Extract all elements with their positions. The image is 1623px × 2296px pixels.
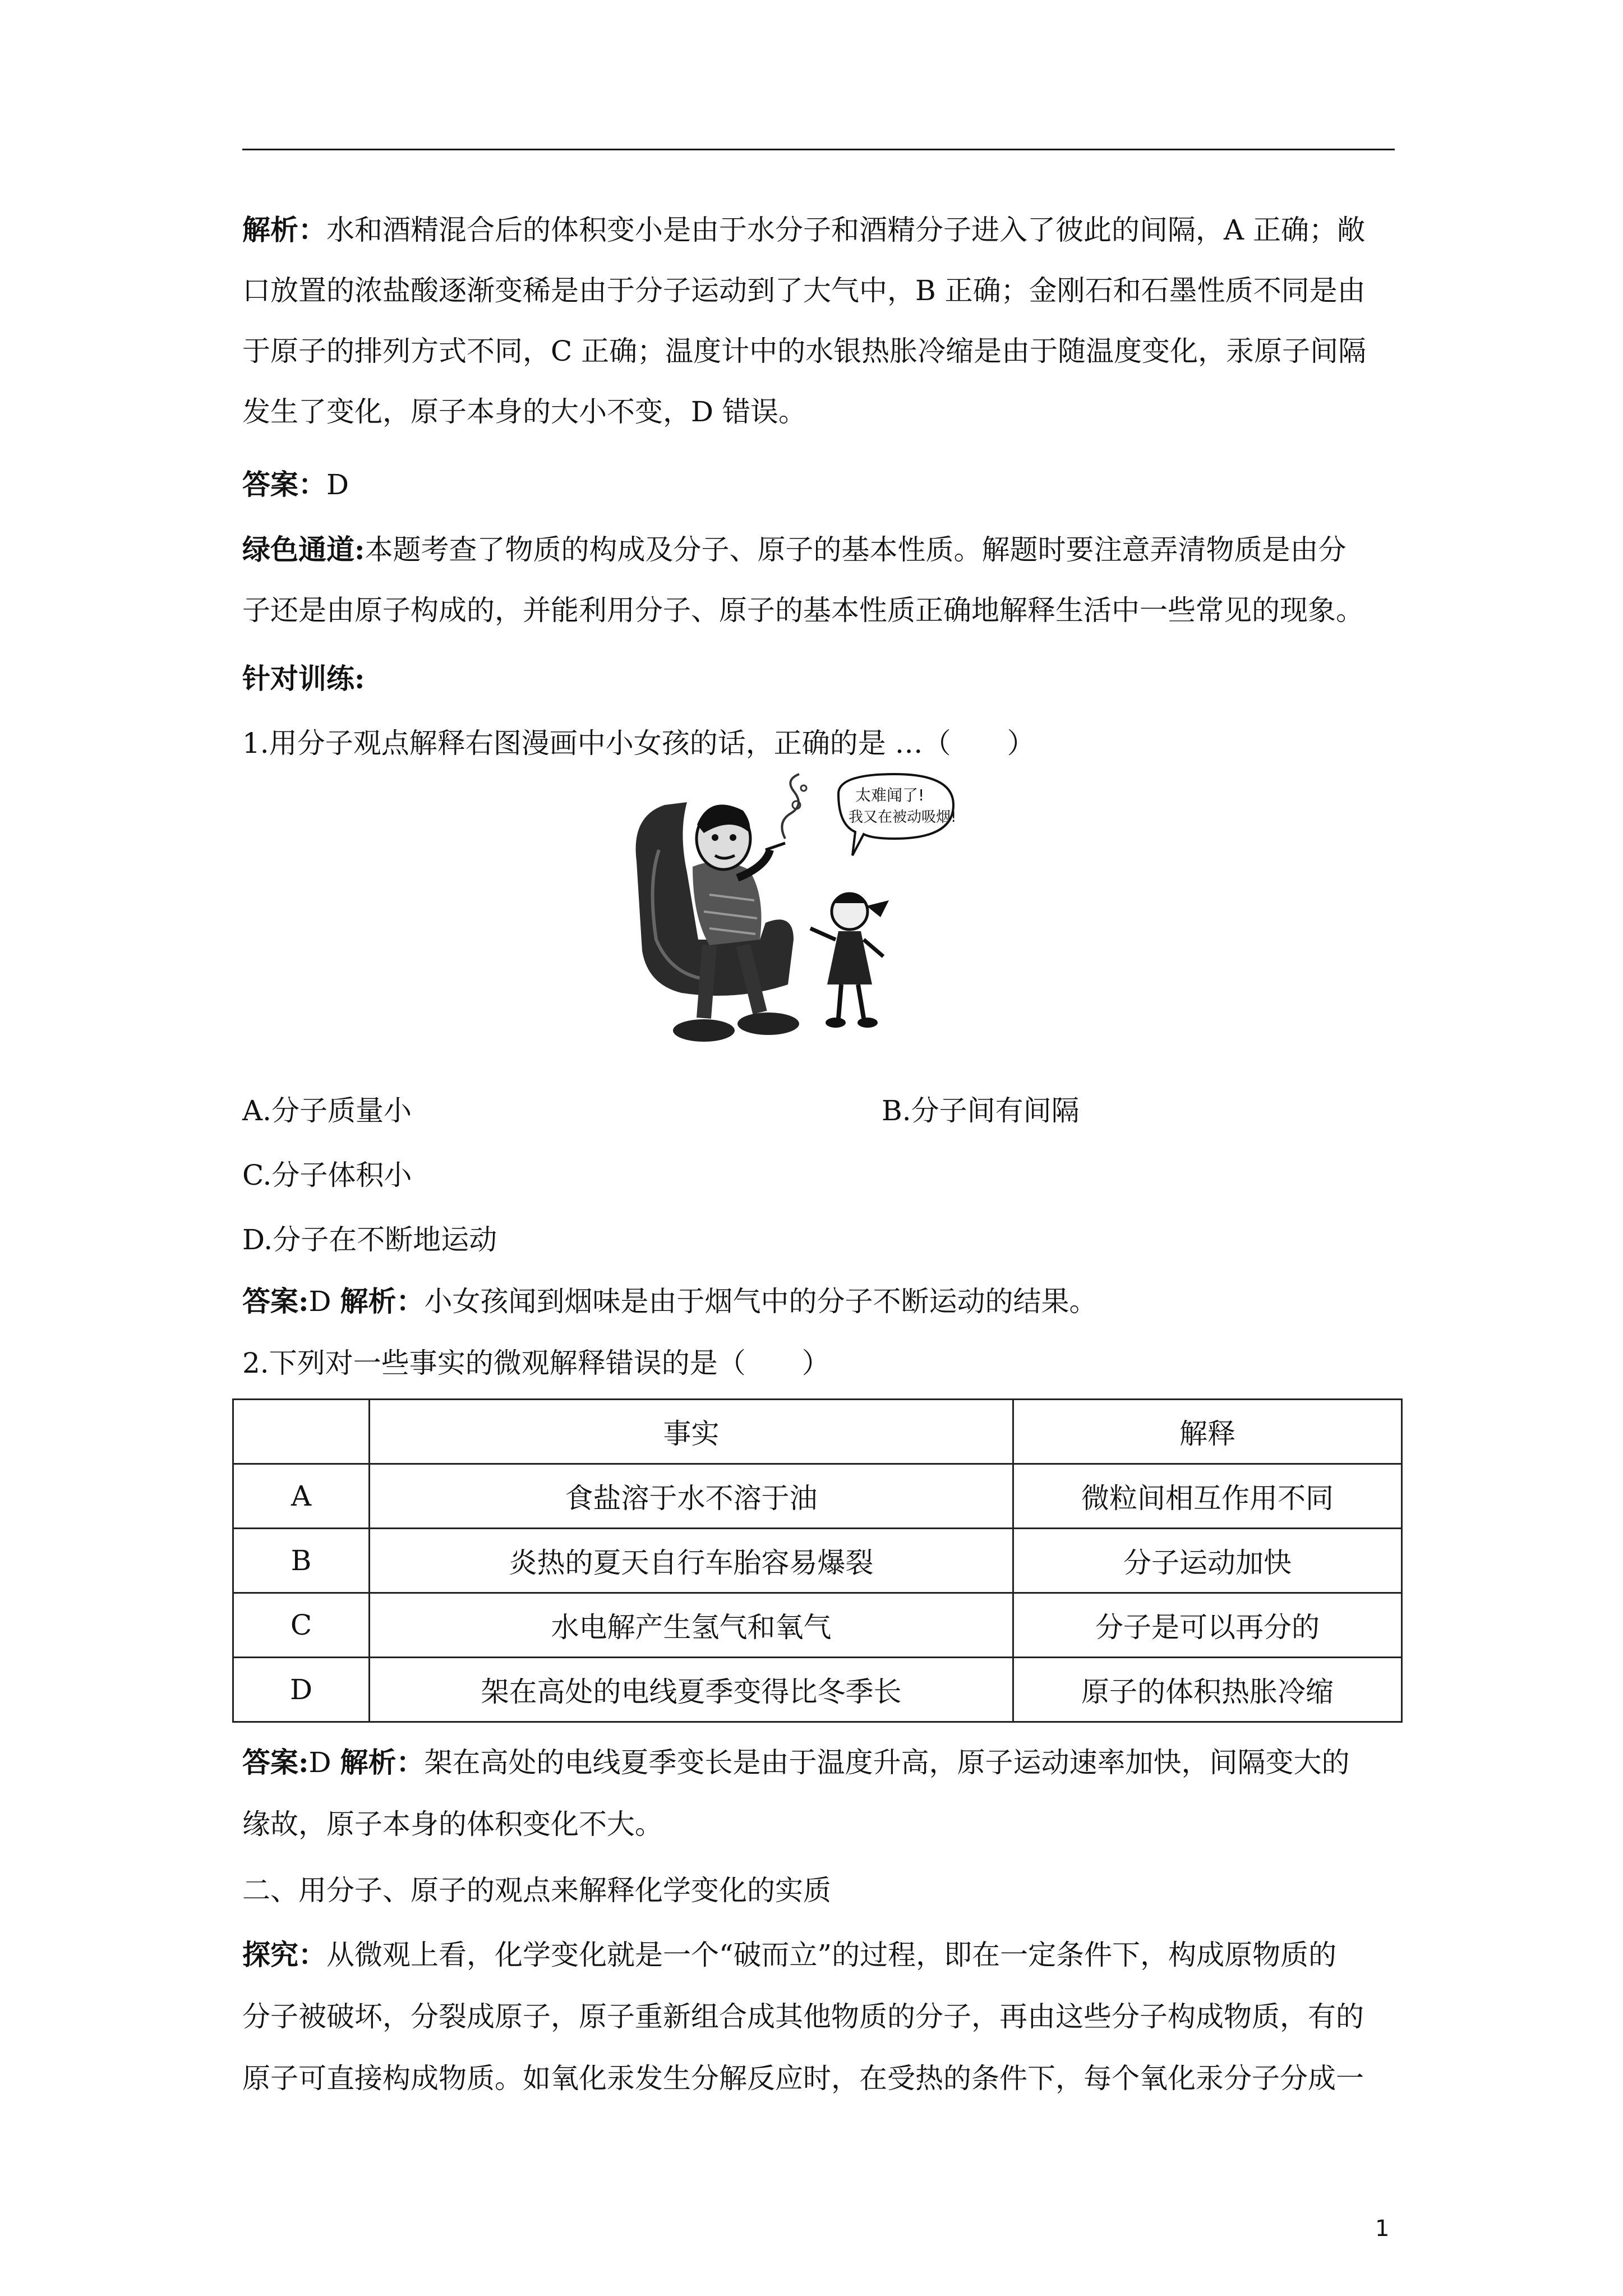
option-c: C.分子体积小 xyxy=(242,1159,412,1191)
analysis-line-3: 于原子的排列方式不同，C 正确；温度计中的水银热胀冷缩是由于随温度变化，汞原子间隔 xyxy=(242,335,1367,367)
question-2-analysis-line-2: 缘故，原子本身的体积变化不大。 xyxy=(242,1808,663,1841)
explore-line-1: 探究：从微观上看，化学变化就是一个“破而立”的过程，即在一定条件下，构成原物质的 xyxy=(242,1938,1337,1971)
header-rule xyxy=(242,149,1395,150)
question-1-answer: 答案:D 解析：小女孩闻到烟味是由于烟气中的分子不断运动的结果。 xyxy=(242,1285,1098,1318)
page-number: 1 xyxy=(1375,2216,1390,2242)
explore-label: 探究： xyxy=(242,1938,326,1971)
analysis-line-2: 口放置的浓盐酸逐渐变稀是由于分子运动到了大气中，B 正确；金刚石和石墨性质不同是由 xyxy=(242,274,1366,307)
table-row: A 食盐溶于水不溶于油 微粒间相互作用不同 xyxy=(233,1464,1402,1529)
training-heading: 针对训练: xyxy=(242,662,365,695)
table-row: B 炎热的夏天自行车胎容易爆裂 分子运动加快 xyxy=(233,1529,1402,1593)
answer-line xyxy=(242,468,349,501)
option-a: A.分子质量小 xyxy=(242,1094,412,1127)
green-channel-line-1: 绿色通道:本题考查了物质的构成及分子、原子的基本性质。解题时要注意弄清物质是由分 xyxy=(242,533,1347,566)
analysis-label: 解析： xyxy=(242,213,326,246)
table-header-row: 事实 解释 xyxy=(233,1400,1402,1464)
question-2-stem: 2.下列对一些事实的微观解释错误的是（ ） xyxy=(242,1347,830,1379)
analysis-line-1: 解析：水和酒精混合后的体积变小是由于水分子和酒精分子进入了彼此的间隔，A 正确；敞 xyxy=(242,213,1366,246)
cartoon-illustration xyxy=(625,771,956,1063)
section-2-heading: 二、用分子、原子的观点来解释化学变化的实质 xyxy=(242,1874,831,1907)
speech-text-1: 太难闻了! xyxy=(855,786,925,804)
option-d: D.分子在不断地运动 xyxy=(242,1223,497,1256)
green-channel-line-2: 子还是由原子构成的，并能利用分子、原子的基本性质正确地解释生活中一些常见的现象。 xyxy=(242,594,1364,627)
analysis-line-4: 发生了变化，原子本身的大小不变，D 错误。 xyxy=(242,395,806,428)
explore-line-3: 原子可直接构成物质。如氧化汞发生分解反应时，在受热的条件下，每个氧化汞分子分成一 xyxy=(242,2062,1364,2095)
smoking-cartoon xyxy=(625,771,956,1063)
question-1-stem: 1.用分子观点解释右图漫画中小女孩的话，正确的是 …（ ） xyxy=(242,727,1035,760)
green-channel-label: 绿色通道: xyxy=(242,533,365,566)
answer-label: 答案： xyxy=(242,468,326,501)
table-row: C 水电解产生氢气和氧气 分子是可以再分的 xyxy=(233,1593,1402,1658)
option-b: B.分子间有间隔 xyxy=(882,1094,1080,1127)
explore-line-2: 分子被破坏，分裂成原子，原子重新组合成其他物质的分子，再由这些分子构成物质，有的 xyxy=(242,2000,1364,2033)
question-2-answer: 答案:D 解析：架在高处的电线夏季变长是由于温度升高，原子运动速率加快，间隔变大的 xyxy=(242,1746,1350,1779)
speech-text-2: 我又在被动吸烟! xyxy=(849,809,956,826)
table-row: D 架在高处的电线夏季变得比冬季长 原子的体积热胀冷缩 xyxy=(233,1658,1402,1722)
answer-value: D xyxy=(326,468,349,501)
facts-table xyxy=(232,1398,1403,1723)
